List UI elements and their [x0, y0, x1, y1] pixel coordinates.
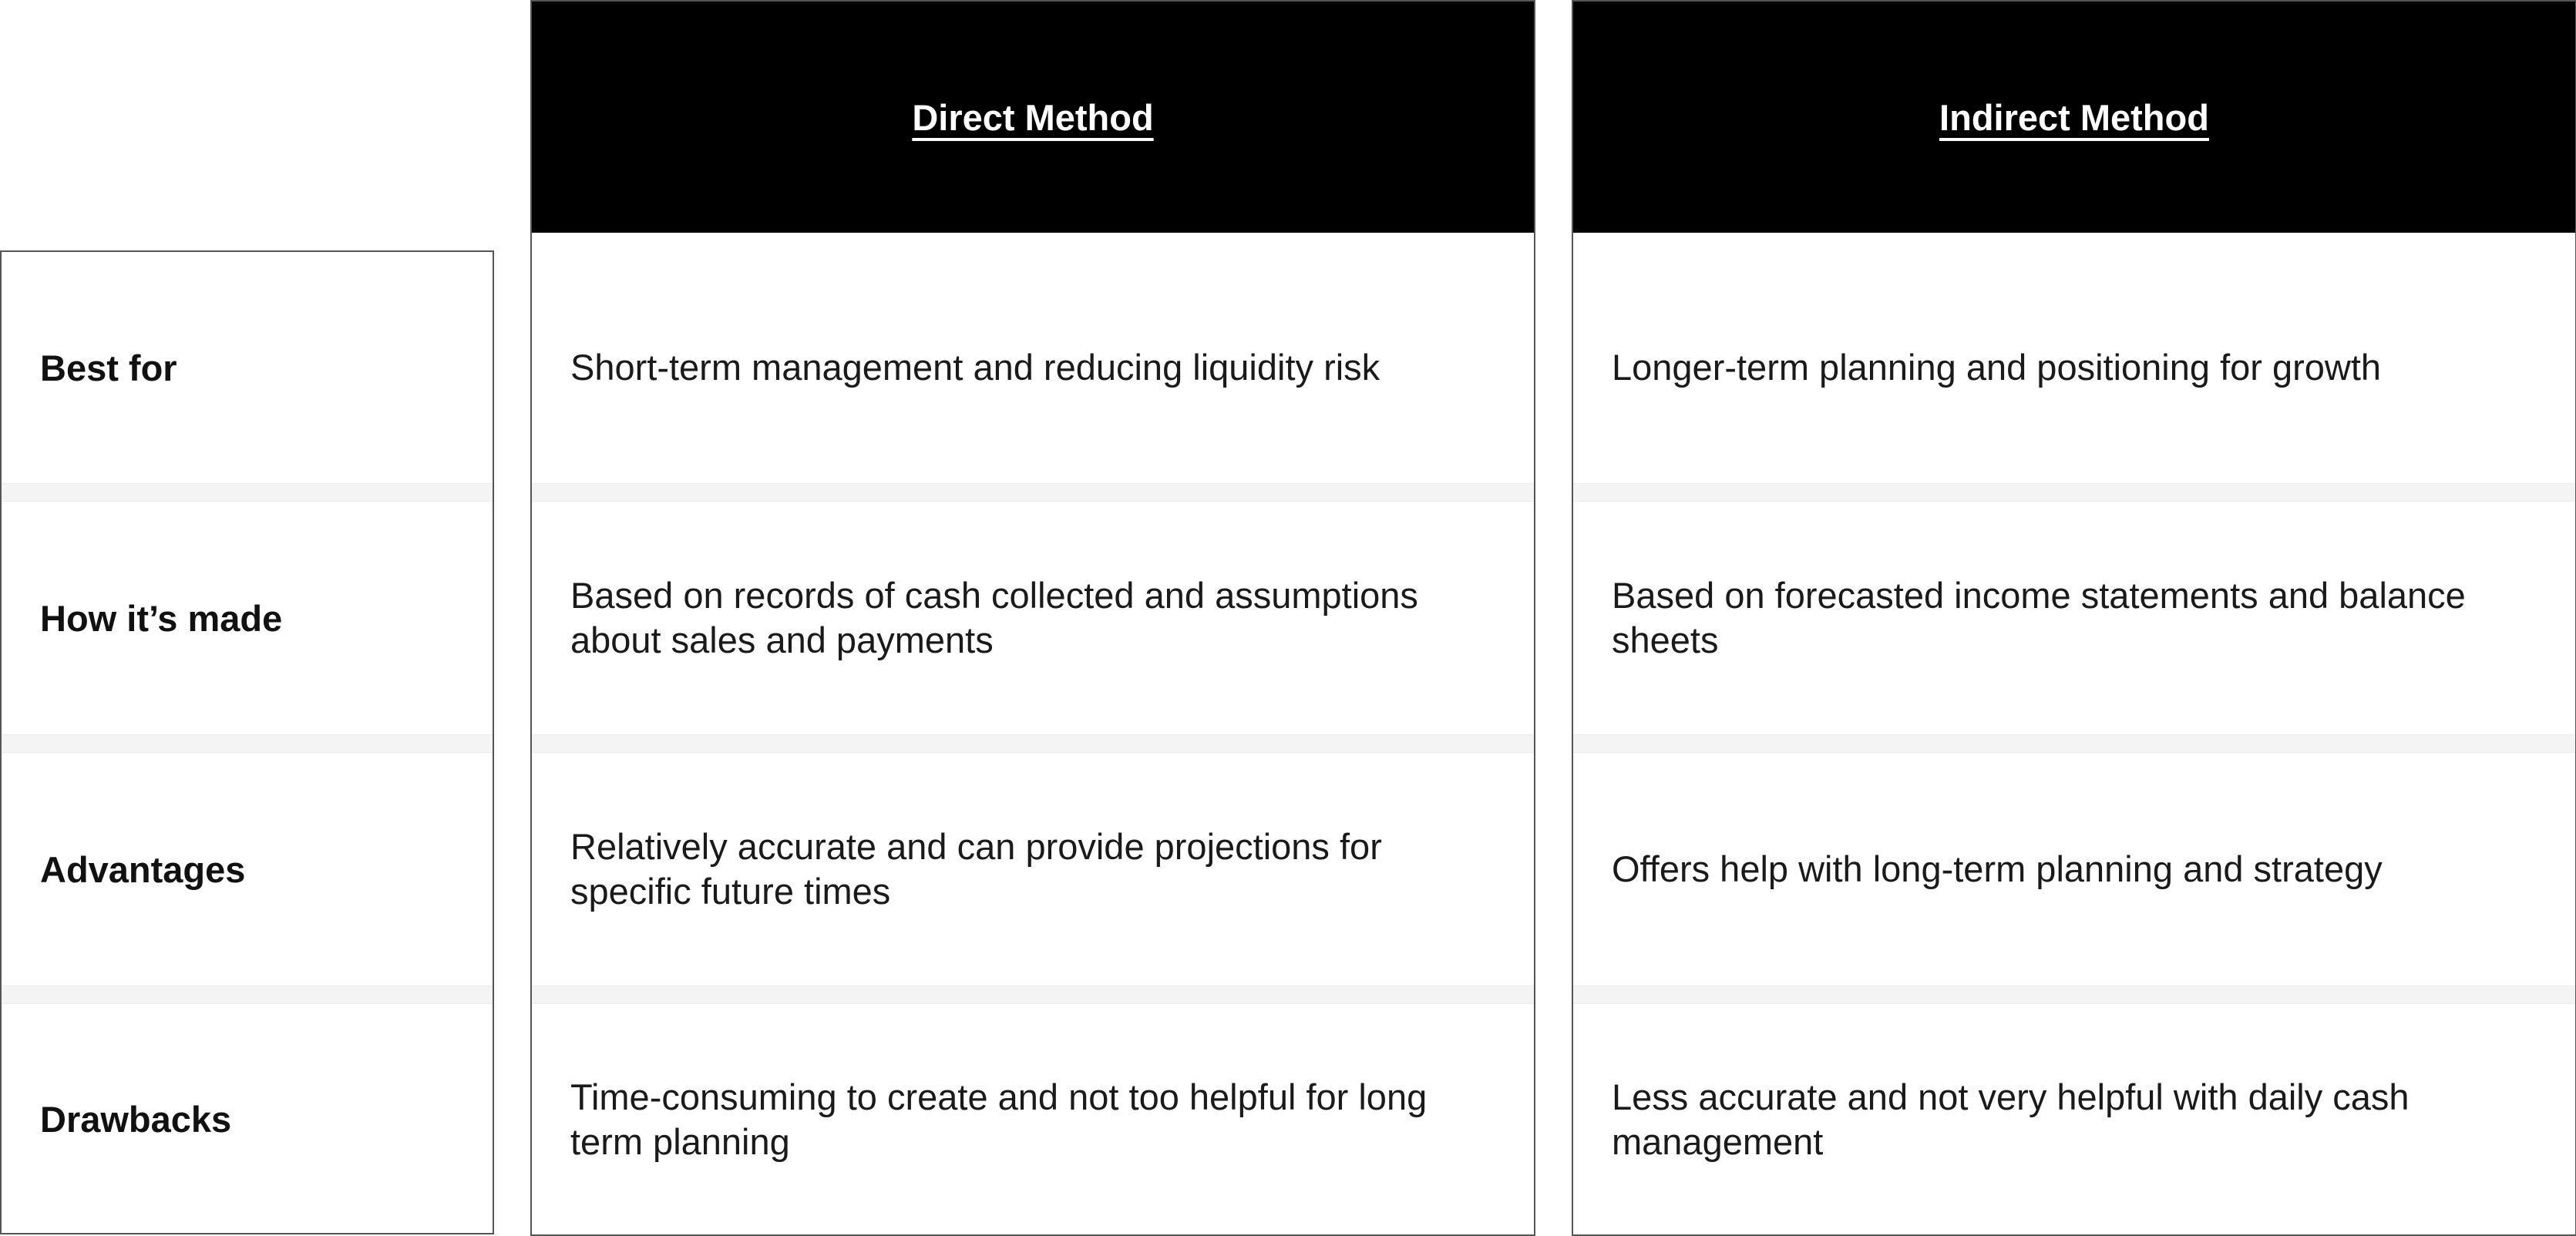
- row-label-drawbacks: [2, 1004, 493, 1234]
- row-divider: [1573, 483, 2575, 502]
- row-label-column: [0, 250, 494, 1234]
- row-label-advantages: [2, 753, 493, 986]
- column-header-title: Direct Method: [912, 96, 1154, 138]
- row-divider: [532, 986, 1534, 1004]
- row-divider: [2, 483, 493, 502]
- direct-cell-advantages: [532, 753, 1534, 986]
- cell-text: Short-term management and reducing liquidity risk: [570, 347, 1380, 388]
- row-label-text: Drawbacks: [40, 1098, 232, 1140]
- cell-text: Less accurate and not very helpful with daily cash management: [1612, 1076, 2410, 1162]
- row-divider: [1573, 986, 2575, 1004]
- cell-text: Relatively accurate and can provide projections for specific future times: [570, 826, 1382, 912]
- row-label-best-for: [2, 252, 493, 483]
- cell-text: Longer-term planning and positioning for growth: [1612, 347, 2382, 388]
- row-label-text: Advantages: [40, 848, 246, 890]
- column-header-title: Indirect Method: [1939, 96, 2209, 138]
- row-divider: [2, 986, 493, 1004]
- row-label-how-its-made: [2, 502, 493, 734]
- indirect-cell-drawbacks: [1573, 1004, 2575, 1234]
- indirect-method-header: [1573, 2, 2575, 233]
- cell-text: Based on forecasted income statements and balance sheets: [1612, 575, 2466, 660]
- direct-cell-best-for: [532, 252, 1534, 483]
- row-label-text: How it’s made: [40, 597, 283, 639]
- indirect-cell-advantages: [1573, 753, 2575, 986]
- direct-cell-how-its-made: [532, 502, 1534, 734]
- row-label-text: Best for: [40, 347, 177, 388]
- row-divider: [2, 734, 493, 753]
- direct-cell-drawbacks: [532, 1004, 1534, 1234]
- direct-method-column: [530, 0, 1535, 1236]
- cell-text: Offers help with long-term planning and strategy: [1612, 848, 2383, 889]
- row-divider: [1573, 734, 2575, 753]
- row-divider: [532, 734, 1534, 753]
- row-divider: [532, 483, 1534, 502]
- direct-method-header: [532, 2, 1534, 233]
- indirect-cell-best-for: [1573, 252, 2575, 483]
- cell-text: Based on records of cash collected and assumptions about sales and payments: [570, 575, 1418, 660]
- indirect-cell-how-its-made: [1573, 502, 2575, 734]
- cell-text: Time-consuming to create and not too helpful for long term planning: [570, 1076, 1428, 1162]
- indirect-method-column: [1572, 0, 2576, 1236]
